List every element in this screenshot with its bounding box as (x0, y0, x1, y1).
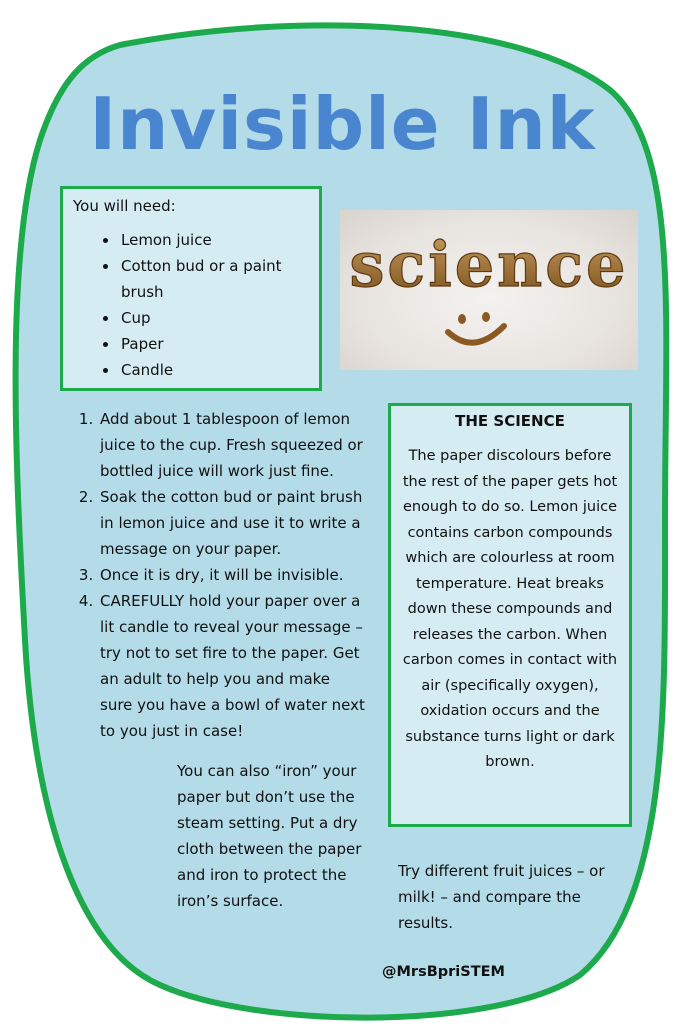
page-title: Invisible Ink (89, 82, 596, 166)
author-handle: @MrsBpriSTEM (382, 964, 505, 980)
list-item: • Cup (119, 305, 309, 331)
instruction-step: 4. CAREFULLY hold your paper over a lit candle to reveal your message – try not to set fire to the paper. Get an adult to help you and make sure you have a bowl of water next to you just in case! (98, 588, 366, 744)
smiley-right-eye (482, 312, 490, 322)
list-item: • Candle (119, 357, 309, 383)
you-will-need-heading: You will need: (73, 197, 176, 215)
science-explanation: The paper discolours before the rest of the paper gets hot enough to do so. Lemon juice contains carbon compounds which are colourless at room temperature. Heat breaks down these compounds and releases the carbon. When carbon comes in contact with air (specifically oxygen), oxidation occurs and the substance turns light or dark brown. (402, 448, 618, 770)
science-photo-drawing (340, 210, 638, 370)
list-item: • Lemon juice (119, 227, 309, 253)
science-photo (340, 210, 638, 370)
science-box (388, 403, 632, 827)
photo-word: science (349, 228, 629, 301)
science-heading: THE SCIENCE (455, 412, 565, 430)
smiley-mouth (448, 326, 504, 343)
try-text: Try different fruit juices – or milk! – and compare the results. (398, 862, 605, 932)
instructions-list (56, 406, 366, 744)
smiley-left-eye (458, 314, 466, 324)
instruction-step: 2. Soak the cotton bud or paint brush in lemon juice and use it to write a message on your paper. (98, 484, 366, 562)
instruction-step: 1. Add about 1 tablespoon of lemon juice to the cup. Fresh squeezed or bottled juice will work just fine. (98, 406, 366, 484)
list-item: • Paper (119, 331, 309, 357)
you-will-need-box (60, 186, 322, 391)
list-item: • Cotton bud or a paint brush (119, 253, 309, 305)
materials-list (73, 227, 309, 383)
iron-tip: You can also “iron” your paper but don’t use the steam setting. Put a dry cloth between the paper and iron to protect the iron’s surface. (177, 762, 362, 910)
instruction-step: 3. Once it is dry, it will be invisible. (98, 562, 366, 588)
